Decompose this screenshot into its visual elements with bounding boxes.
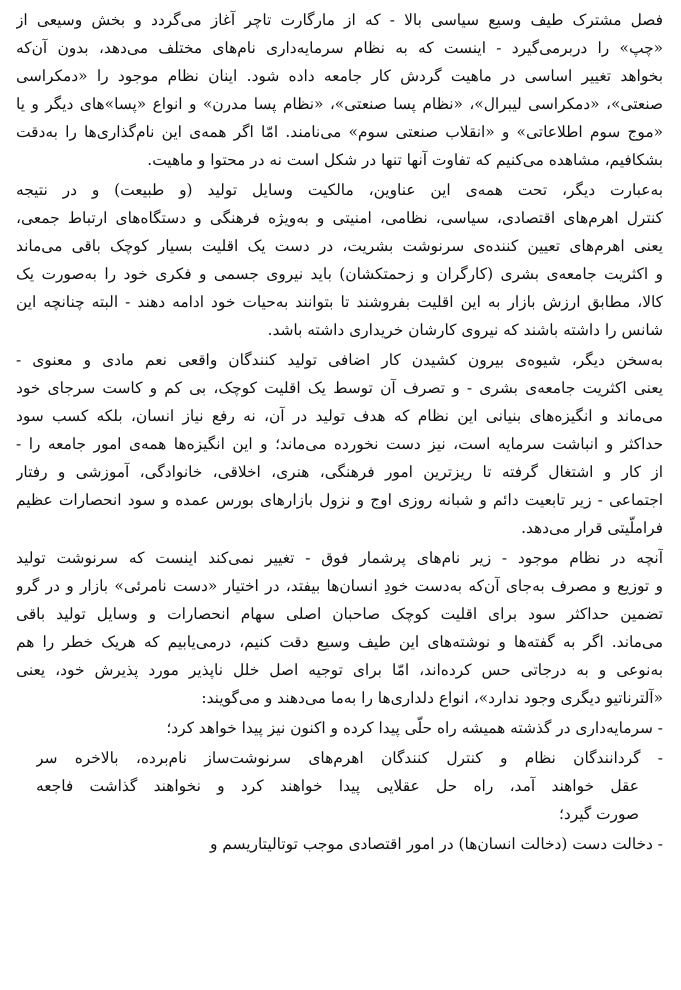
text-line-1: فصل مشترک طیف وسیع سیاسی بالا - که از مارگارت تاچر آغاز می‌گردد و بخش وسیعی از	[16, 11, 663, 29]
text-line-21: و توزیع و مصرف به‌جای آن‌که به‌دست خودِ انسان‌ها بیفتد، در اختیار «دست نامرئی» بازار و در گرو	[16, 577, 663, 595]
text-line-7: به‌عبارت دیگر، تحت همه‌ی این عناوین، مالکیت وسایل تولید (و طبیعت) و در نتیجه	[16, 181, 663, 199]
list-item-2-end: صورت گیرد؛	[558, 805, 639, 823]
text-line-17: از کار و اشتغال گرفته تا ریزترین امور فرهنگی، هنری، اخلاقی، خانوادگی، آموزشی و رفتار	[16, 463, 663, 481]
text-line-16: حداکثر و انباشت سرمایه است، نیز دست نخورده می‌ماند؛ و این انگیزه‌ها همه‌ی امور جامعه را -	[16, 435, 663, 453]
text-line-5: «موج سوم اطلاعاتی» و «انقلاب صنعتی سوم» می‌نامند. امّا اگر همه‌ی این نام‌گذاری‌ها را به‌دقت	[16, 123, 663, 141]
list-item-2-continued: عقل خواهند آمد، راه حل عقلایی پیدا خواهند کرد و نخواهند گذاشت فاجعه	[36, 777, 639, 795]
text-line-13: به‌سخن دیگر، شیوه‌ی بیرون کشیدن کار اضافی تولید کنندگان واقعی نعم مادی و معنوی -	[16, 351, 663, 369]
text-line-12: شانس را داشته باشند که نیروی کارشان خریداری داشته باشد.	[267, 321, 663, 339]
text-line-10: و اکثریت جامعه‌ی بشری (کارگران و زحمتکشان) باید نیروی جسمی و فکری خود را به‌صورت یک	[16, 265, 663, 283]
text-line-19: فراملّیتی قرار می‌دهد.	[521, 519, 663, 537]
text-line-22: تضمین حداکثر سود برای اقلیت کوچک صاحبان اصلی سهام انحصارات و وسایل تولید باقی	[16, 605, 663, 623]
list-item-2: - گردانندگان نظام و کنترل کنندگان اهرم‌های سرنوشت‌ساز نام‌برده، بالاخره سر	[36, 749, 663, 767]
list-item-3: - دخالت دست (دخالت انسان‌ها) در امور اقتصادی موجب توتالیتاریسم و	[209, 835, 663, 853]
text-line-18: اجتماعی - زیر تابعیت دائم و شبانه روزی اوج و نزول بازارهای بورس عمده و سود انحصارات عظیم	[16, 491, 663, 509]
text-line-4: صنعتی»، «دمکراسی لیبرال»، «نظام پسا صنعتی»، «نظام پسا مدرن» و انواع «پسا»های دیگر و یا	[16, 95, 663, 113]
text-line-2: «چپ» را دربرمی‌گیرد - اینست که به نظام سرمایه‌داری نام‌های مختلف می‌دهد، بدون آن‌که	[16, 39, 663, 57]
text-line-3: بخواهد تغییر اساسی در ماهیت گردش کار جامعه داده شود. اینان نظام موجود را «دمکراسی	[16, 67, 663, 85]
text-line-9: یعنی اهرم‌های تعیین کننده‌ی سرنوشت بشریت، در دست یک اقلیت بسیار کوچک باقی می‌ماند	[16, 237, 663, 255]
text-line-14: یعنی اکثریت جامعه‌ی بشری - و تصرف آن توسط یک اقلیت کوچک، بی کم و کاست سرجای خود	[16, 379, 663, 397]
text-line-20: آنچه در نظام موجود - زیر نام‌های پرشمار فوق - تغییر نمی‌کند اینست که سرنوشت تولید	[16, 549, 663, 567]
list-item-1: - سرمایه‌داری در گذشته همیشه راه حلّی پیدا کرده و اکنون نیز پیدا خواهد کرد؛	[166, 719, 663, 737]
text-line-23: می‌ماند. اگر به گفته‌ها و نوشته‌های این طیف وسیع دقت کنیم، درمی‌یابیم که هریک خطر را هم	[16, 633, 663, 651]
text-line-8: کنترل اهرم‌های اقتصادی، سیاسی، نظامی، امنیتی و به‌ویژه فرهنگی و دستگاه‌های ارتباط جمعی،	[16, 209, 663, 227]
text-line-25: «آلترناتیو دیگری وجود ندارد»، انواع دلداری‌ها را به‌ما می‌دهند و می‌گویند:	[201, 689, 663, 707]
text-line-11: کالا، مطابق ارزش بازار به این اقلیت بفروشند تا بتوانند به‌حیات خود ادامه دهند - البته چنانچه این	[16, 293, 663, 311]
text-line-6: بشکافیم، مشاهده می‌کنیم که تفاوت آنها تنها در شکل است نه در محتوا و ماهیت.	[147, 151, 663, 169]
text-line-24: به‌نوعی و به درجاتی حس کرده‌اند، امّا برای توجیه اصل خلل ناپذیر مورد پذیرش خود، یعنی	[16, 661, 663, 679]
text-line-15: می‌ماند و انگیزه‌های بنیانی این نظام که هدف تولید در آن، نه رفع نیاز انسان، بلکه کسب سود	[16, 407, 663, 425]
